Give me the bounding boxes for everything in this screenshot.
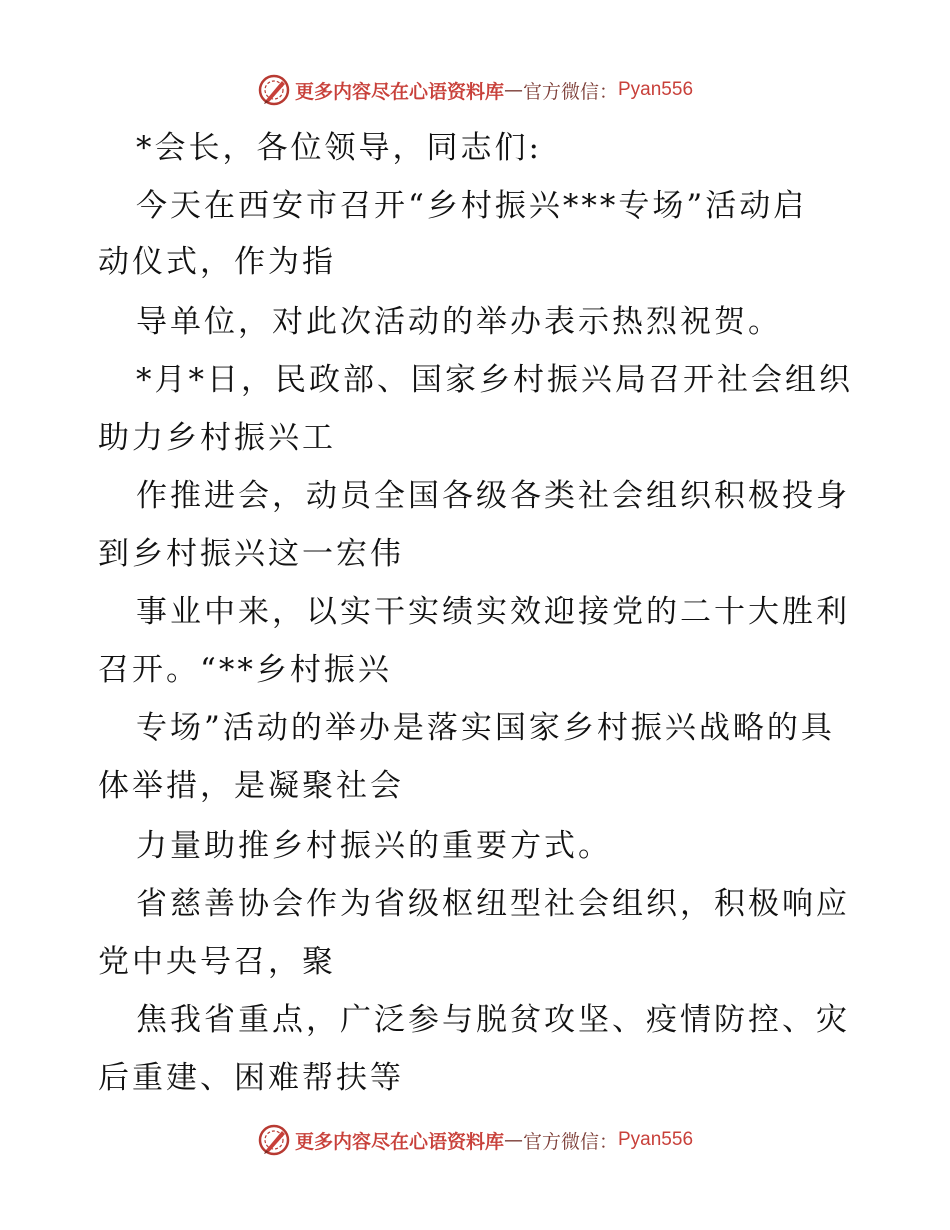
watermark-wechat-id: Pyan556: [618, 79, 694, 100]
text-line: *会长，各位领导，同志们:: [136, 130, 542, 166]
text-line: 后重建、困难帮扶等: [98, 1060, 404, 1096]
text-line: 专场”活动的举办是落实国家乡村振兴战略的具: [136, 710, 835, 746]
text-line: 作推进会，动员全国各级各类社会组织积极投身: [136, 478, 850, 514]
text-line: 党中央号召，聚: [98, 944, 336, 980]
text-line: 焦我省重点，广泛参与脱贫攻坚、疫情防控、灾: [136, 1002, 850, 1038]
text-line: 到乡村振兴这一宏伟: [98, 536, 404, 572]
text-line: 动仪式，作为指: [98, 244, 336, 280]
footer-watermark: [0, 1120, 950, 1160]
watermark-separator: —: [503, 79, 523, 101]
pen-circle-logo-icon: [257, 1123, 291, 1157]
text-line: 省慈善协会作为省级枢纽型社会组织，积极响应: [136, 886, 850, 922]
text-line: 力量助推乡村振兴的重要方式。: [136, 828, 612, 864]
watermark-wechat-label: 官方微信：: [522, 80, 618, 103]
watermark-wechat-label: 官方微信：: [522, 1130, 618, 1153]
text-line: 事业中来，以实干实绩实效迎接党的二十大胜利: [136, 594, 850, 630]
watermark-separator: —: [503, 1129, 523, 1151]
pen-circle-logo-icon: [257, 73, 291, 107]
watermark-wechat-id: Pyan556: [618, 1129, 694, 1150]
watermark-brand-text: 更多内容尽在心语资料库: [294, 80, 504, 103]
text-line: 导单位，对此次活动的举办表示热烈祝贺。: [136, 304, 782, 340]
text-line: 今天在西安市召开“乡村振兴***专场”活动启: [136, 188, 808, 224]
header-watermark: [0, 70, 950, 110]
text-line: 助力乡村振兴工: [98, 420, 336, 456]
text-line: 体举措，是凝聚社会: [98, 768, 404, 804]
text-line: 召开。“**乡村振兴: [98, 652, 392, 688]
text-line: *月*日，民政部、国家乡村振兴局召开社会组织: [136, 362, 853, 398]
watermark-brand-text: 更多内容尽在心语资料库: [294, 1130, 504, 1153]
